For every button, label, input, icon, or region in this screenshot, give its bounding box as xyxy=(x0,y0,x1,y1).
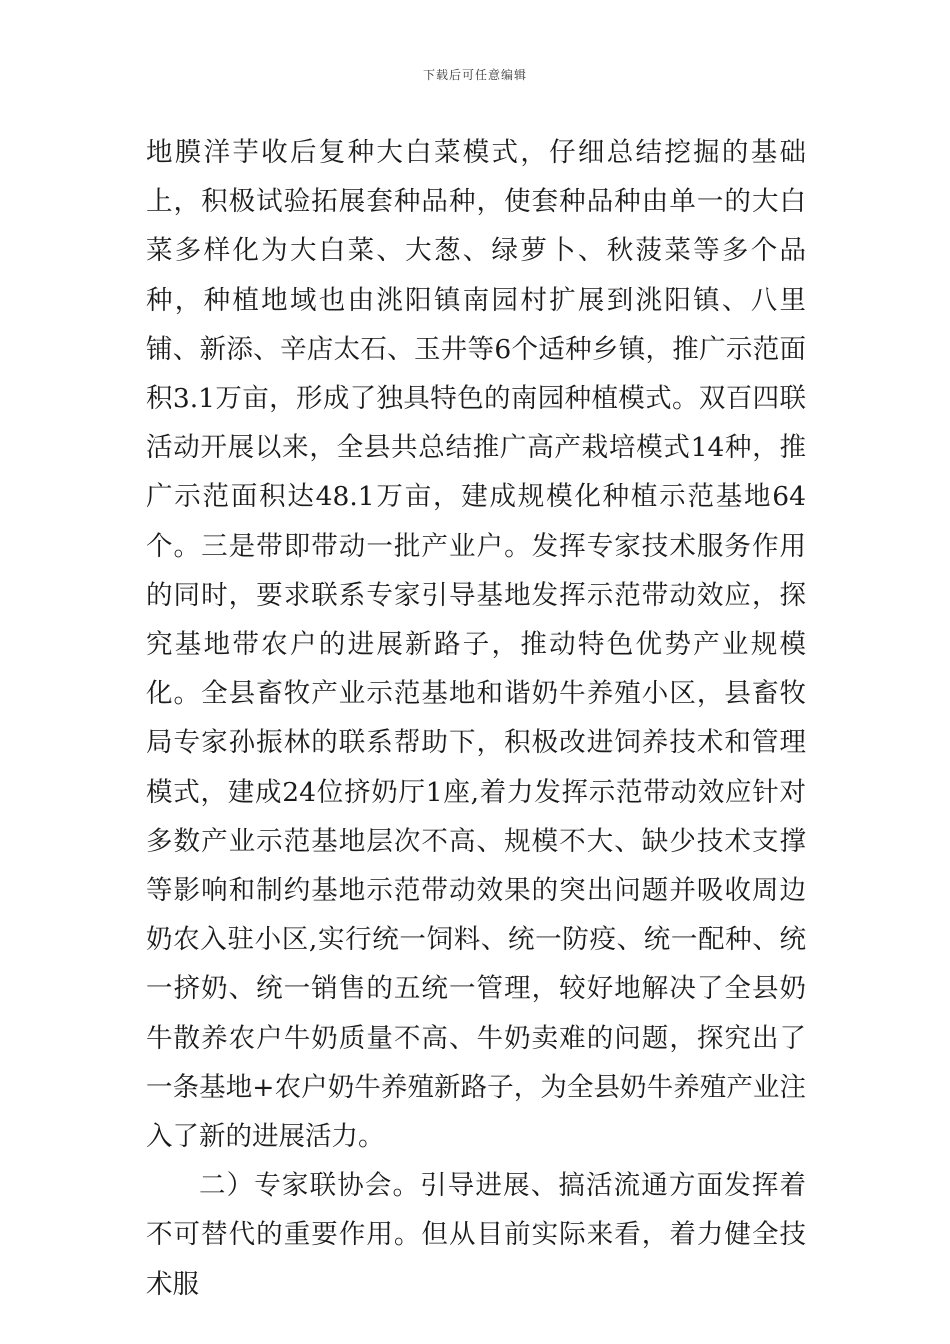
paragraph-2: 二）专家联协会。引导进展、搞活流通方面发挥着不可替代的重要作用。但从目前实际来看，着力健全技术服 xyxy=(146,1170,806,1300)
paragraph-1: 地膜洋芋收后复种大白菜模式，仔细总结挖掘的基础上，积极试验拓展套种品种，使套种品种由单一的大白菜多样化为大白菜、大葱、绿萝卜、秋菠菜等多个品种，种植地域也由洮阳镇南园村扩展到洮阳镇、八里铺、新添、辛店太石、玉井等6个适种乡镇，推广示范面积3.1万亩，形成了独具特色的南园种植模式。双百四联活动开展以来，全县共总结推广高产栽培模式14种，推广示范面积达48.1万亩，建成规模化种植示范基地64个。三是带即带动一批产业户。发挥专家技术服务作用的同时，要求联系专家引导基地发挥示范带动效应，探究基地带农户的进展新路子，推动特色优势产业规模化。全县畜牧产业示范基地和谐奶牛养殖小区，县畜牧局专家孙振林的联系帮助下，积极改进饲养技术和管理模式，建成24位挤奶厅1座,着力发挥示范带动效应针对多数产业示范基地层次不高、规模不大、缺少技术支撑等影响和制约基地示范带动效果的突出问题并吸收周边奶农入驻小区,实行统一饲料、统一防疫、统一配种、统一挤奶、统一销售的五统一管理，较好地解决了全县奶牛散养农户牛奶质量不高、牛奶卖难的问题，探究出了一条基地+农户奶牛养殖新路子，为全县奶牛养殖产业注入了新的进展活力。 xyxy=(146,137,806,1153)
page-header: 下载后可任意编辑 xyxy=(422,68,527,82)
document-body xyxy=(146,128,806,1309)
